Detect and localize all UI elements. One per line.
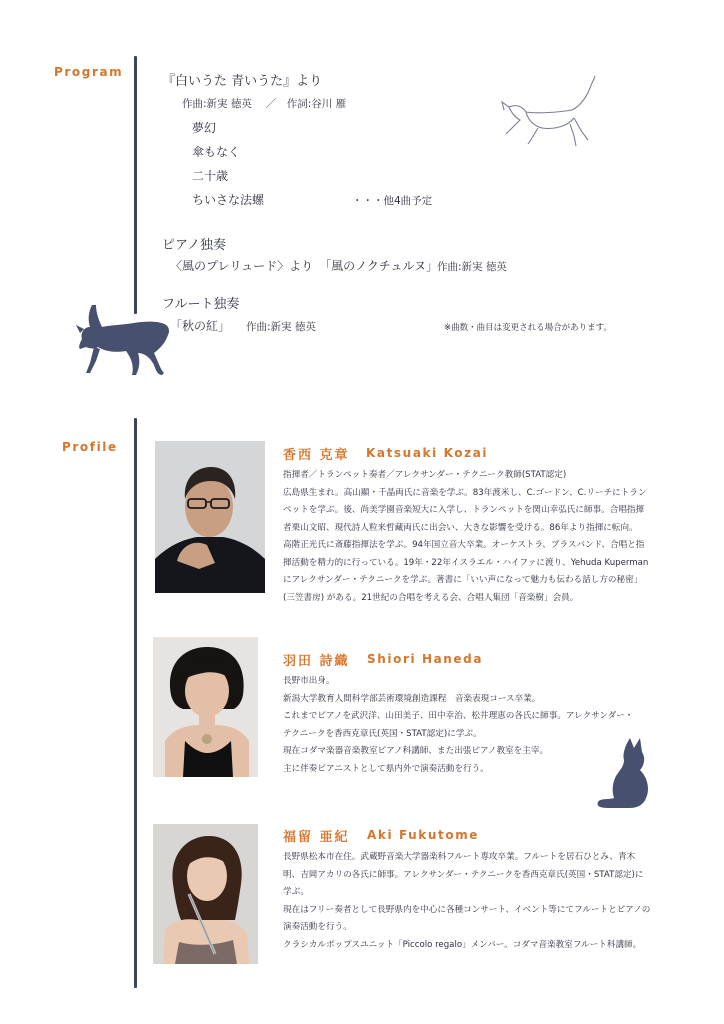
bio-line: 学ぶ。 <box>283 887 309 897</box>
person-bio <box>283 849 650 954</box>
bio-line: 者栗山文昭、現代詩人粒来哲藏両氏に出会い、大きな影響を受ける。86年より指揮に転向。 <box>283 522 638 533</box>
bio-line: 広島県生まれ。高山顯・千晶両氏に音楽を学ぶ。83年渡米し、C.ゴードン、C.リーチにトラン <box>283 487 647 498</box>
bio-line: 明、吉岡アカリの各氏に師事。アレクサンダー・テクニークを香西克章氏(英国・STAT認定)に <box>283 869 644 880</box>
profile-label: Profile <box>62 440 118 454</box>
person-name-en: Katsuaki Kozai <box>366 446 489 460</box>
bio-line: 主に伴奏ピアニストとして県内外で演奏活動を行う。 <box>283 763 489 774</box>
profile-divider <box>134 418 137 988</box>
haneda-photo <box>153 637 258 777</box>
bio-line: これまでピアノを武沢洋、山田美子、田中幸治、松井理恵の各氏に師事。アレクサンダー・ <box>283 711 634 721</box>
person-bio <box>283 673 633 778</box>
bio-line: にアレクサンダー・テクニークを学ぶ。著書に「いい声になって魅力も伝わる話し方の秘密」 <box>283 575 643 585</box>
person-name-en: Aki Fukutome <box>367 828 480 842</box>
song-item: 二十歳 <box>192 169 229 183</box>
bio-line: 現在コダマ楽器音楽教室ピアノ科講師、また出張ピアノ教室を主宰。 <box>283 746 549 756</box>
bio-line: 指揮者／トランペット奏者／アレクサンダー・テクニーク教師(STAT認定) <box>283 470 567 480</box>
other-songs-note: ・・・他4曲予定 <box>352 195 433 207</box>
person-name-jp: 福留 亜紀 <box>283 830 350 845</box>
walking-cat-icon <box>74 303 172 379</box>
program-label: Program <box>54 65 124 79</box>
work3-composer: 作曲:新実 徳英 <box>246 321 316 333</box>
work1-title: 『白いうた 青いうた』より <box>162 74 323 89</box>
work2-piece: 〈風のプレリュード〉より 「風のノクチュルヌ」 <box>170 259 438 273</box>
person-name-jp: 羽田 詩織 <box>283 654 350 669</box>
bio-line: クラシカルポップスユニット「Piccolo regalo」メンバー。コダマ音楽教室フルート科講師。 <box>283 939 642 950</box>
work1-credit: 作曲:新実 徳英 ／ 作詞:谷川 雁 <box>182 98 347 110</box>
person-name-jp: 香西 克章 <box>283 448 350 463</box>
bio-line: (三笠書房) がある。21世紀の合唱を考える会、合唱人集団「音楽樹」会員。 <box>283 592 579 603</box>
bio-line: 演奏活動を行う。 <box>283 922 352 932</box>
bio-line: 高階正光氏に斎藤指揮法を学ぶ。94年国立音大卒業。オーケストラ、ブラスバンド、合唱と指 <box>283 540 645 550</box>
fukutome-photo <box>153 824 258 964</box>
bio-line: 現在はフリー奏者として長野県内を中心に各種コンサート、イベント等にてフルートとピアノの <box>283 904 651 915</box>
person-name-en: Shiori Haneda <box>367 652 484 666</box>
line-cat-icon <box>498 74 598 152</box>
work3-piece: 「秋の紅」 <box>170 319 231 333</box>
work3-title: フルート独奏 <box>162 297 240 312</box>
program-change-note: ※曲数・曲目は変更される場合があります。 <box>444 323 612 333</box>
work2-title: ピアノ独奏 <box>162 238 226 253</box>
bio-line: 長野市出身。 <box>283 676 335 686</box>
program-divider <box>134 56 137 314</box>
work2-composer: 作曲:新実 徳英 <box>437 261 507 273</box>
song-item: 夢幻 <box>192 121 217 135</box>
person-bio <box>283 467 648 607</box>
bio-line: ペットを学ぶ。後、尚美学園音楽短大に入学し、トランペットを関山幸弘氏に師事。合唱指揮 <box>283 505 645 515</box>
bio-line: 新潟大学教育人間科学部芸術環境創造課程 音楽表現コース卒業。 <box>283 693 541 704</box>
bio-line: 長野県松本市在住。武蔵野音楽大学器楽科フルート専攻卒業。フルートを居石ひとみ、青木 <box>283 852 636 862</box>
sitting-cat-icon <box>594 736 650 810</box>
bio-line: テクニークを香西克章氏(英国・STAT認定)に学ぶ。 <box>283 728 482 739</box>
song-item: ちいさな法螺 <box>192 193 265 207</box>
kozai-photo <box>155 441 265 593</box>
bio-line: 揮活動を精力的に行っている。19年・22年イスラエル・ハイファに渡り、Yehuda Kuperman <box>283 557 649 568</box>
song-item: 傘もなく <box>192 145 241 159</box>
